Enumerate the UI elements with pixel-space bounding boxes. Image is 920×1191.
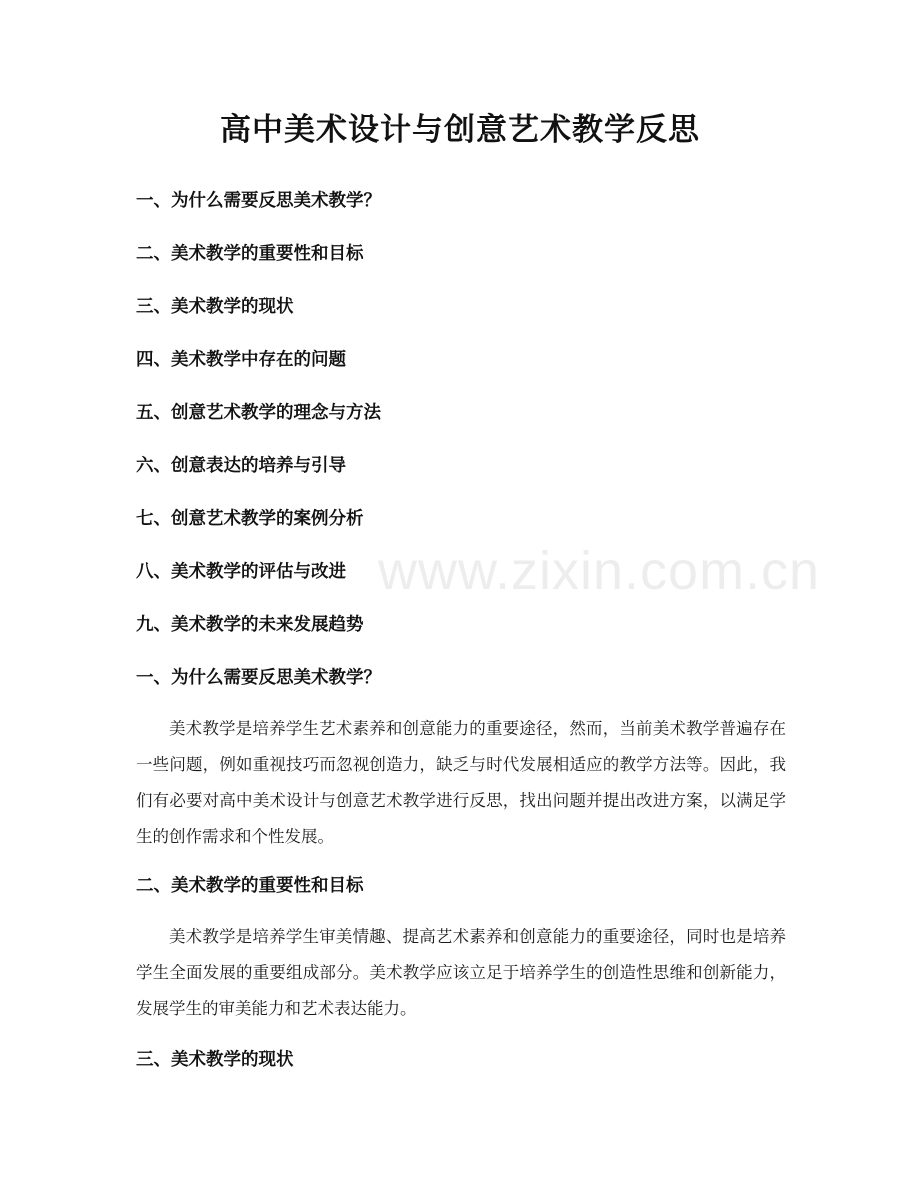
toc-item-8: 八、美术教学的评估与改进 [136, 562, 346, 582]
toc-item-2: 二、美术教学的重要性和目标 [136, 244, 364, 264]
section-paragraph-1: 美术教学是培养学生艺术素养和创意能力的重要途径，然而，当前美术教学普遍存在一些问题，例如重视技巧而忽视创造力，缺乏与时代发展相适应的教学方法等。因此，我们有必要对高中美术设计与创意艺术教学进行反思，找出问题并提出改进方案，以满足学生的创作需求和个性发展。 [136, 719, 786, 846]
section-heading-3: 三、美术教学的现状 [136, 1050, 294, 1070]
toc-item-9: 九、美术教学的未来发展趋势 [136, 615, 364, 635]
section-heading-1: 一、为什么需要反思美术教学？ [136, 668, 381, 688]
toc-item-3: 三、美术教学的现状 [136, 297, 294, 317]
section-paragraph-2: 美术教学是培养学生审美情趣、提高艺术素养和创意能力的重要途径，同时也是培养学生全面发展的重要组成部分。美术教学应该立足于培养学生的创造性思维和创新能力，发展学生的审美能力和艺术表达能力。 [136, 927, 786, 1018]
toc-item-7: 七、创意艺术教学的案例分析 [136, 509, 364, 529]
toc-item-4: 四、美术教学中存在的问题 [136, 350, 346, 370]
document-title: 高中美术设计与创意艺术教学反思 [220, 112, 700, 148]
toc-item-1: 一、为什么需要反思美术教学？ [136, 191, 381, 211]
toc-item-5: 五、创意艺术教学的理念与方法 [136, 403, 381, 423]
section-heading-2: 二、美术教学的重要性和目标 [136, 876, 364, 896]
toc-item-6: 六、创意表达的培养与引导 [136, 456, 346, 476]
watermark: www.zixin.com.cn [378, 541, 821, 601]
